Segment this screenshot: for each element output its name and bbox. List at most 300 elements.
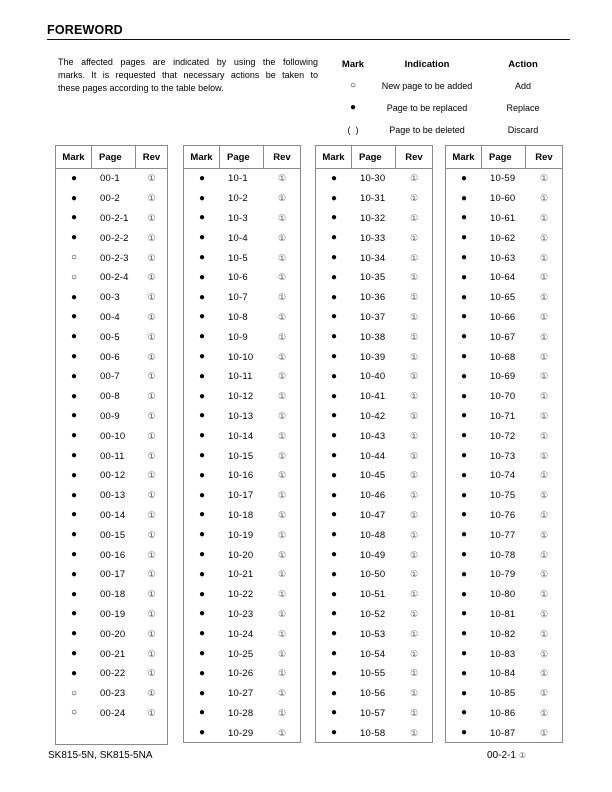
- rev-cell: ①: [539, 272, 549, 283]
- page-cell: 10-16: [228, 470, 254, 482]
- mark-cell: ●: [70, 291, 78, 303]
- page-cell: 10-47: [360, 509, 386, 521]
- page-cell: 00-23: [100, 688, 126, 700]
- mark-cell: ●: [460, 588, 468, 600]
- page-cell: 10-33: [360, 232, 386, 244]
- mark-cell: ●: [198, 628, 206, 640]
- page-cell: 10-11: [228, 371, 253, 383]
- mark-cell: ●: [460, 628, 468, 640]
- table-row: [56, 288, 167, 308]
- page-cell: 10-79: [490, 569, 516, 581]
- page-cell: 10-38: [360, 331, 386, 343]
- mark-cell: ●: [330, 192, 338, 204]
- rev-cell: ①: [147, 410, 156, 421]
- table-row: [184, 327, 300, 347]
- column-header-rev: Rev: [142, 151, 161, 163]
- mark-cell: ●: [330, 588, 338, 600]
- rev-cell: ①: [147, 490, 156, 501]
- mark-cell: ●: [330, 549, 338, 561]
- rev-cell: ①: [409, 648, 419, 659]
- page-cell: 10-61: [490, 212, 516, 224]
- rev-cell: ①: [409, 351, 419, 362]
- table-row: [316, 169, 432, 189]
- rev-cell: ①: [147, 212, 156, 223]
- table-row: [446, 288, 562, 308]
- rev-cell: ①: [147, 549, 156, 560]
- rev-cell: ①: [147, 470, 156, 481]
- rev-cell: ①: [147, 391, 156, 402]
- mark-cell: ●: [198, 667, 206, 679]
- rev-cell: ①: [539, 252, 549, 263]
- table-row: [56, 545, 167, 565]
- page-cell: 10-53: [360, 628, 386, 640]
- page-cell: 00-9: [100, 410, 120, 422]
- page-cell: 10-6: [228, 272, 248, 284]
- title-rule: [47, 24, 570, 40]
- page-cell: 10-44: [360, 450, 386, 462]
- page-cell: 00-7: [100, 371, 120, 383]
- mark-cell: ●: [70, 192, 78, 204]
- table-row: [446, 525, 562, 545]
- rev-cell: ①: [539, 430, 549, 441]
- page-cell: 10-31: [360, 193, 386, 205]
- page-cell: 10-25: [228, 648, 254, 660]
- table-row: [184, 446, 300, 466]
- mark-cell: ●: [70, 232, 78, 244]
- mark-cell: ●: [460, 390, 468, 402]
- page-cell: 10-23: [228, 608, 254, 620]
- column-header-page: Page: [482, 146, 526, 168]
- mark-cell: ●: [198, 252, 206, 264]
- table-row: [56, 684, 167, 704]
- page-cell: 10-20: [228, 549, 254, 561]
- rev-cell: ①: [409, 569, 419, 580]
- rev-cell: ①: [147, 707, 156, 718]
- table-row: [316, 248, 432, 268]
- page-cell: 00-24: [100, 707, 126, 719]
- page-cell: 10-40: [360, 371, 386, 383]
- table-row: [184, 268, 300, 288]
- rev-cell: ①: [539, 490, 549, 501]
- page-cell: 10-58: [360, 727, 386, 739]
- rev-cell: ①: [277, 252, 287, 263]
- page-cell: 00-21: [100, 648, 126, 660]
- page-cell: 10-5: [228, 252, 248, 264]
- table-row: [56, 209, 167, 229]
- mark-cell: ●: [198, 311, 206, 323]
- page-cell: 00-6: [100, 351, 120, 363]
- table-row: [316, 605, 432, 625]
- table-row: [316, 347, 432, 367]
- page-cell: 10-73: [490, 450, 516, 462]
- table-row: [316, 525, 432, 545]
- table-row: [446, 704, 562, 724]
- rev-cell: ①: [147, 509, 156, 520]
- page-cell: 10-85: [490, 688, 516, 700]
- table-row: [316, 565, 432, 585]
- rev-cell: ①: [147, 331, 156, 342]
- mark-cell: ●: [460, 727, 468, 739]
- table-row: [184, 723, 300, 743]
- page-cell: 10-17: [228, 490, 254, 502]
- mark-cell: ●: [70, 430, 78, 442]
- rev-cell: ①: [409, 212, 419, 223]
- rev-cell: ①: [277, 212, 287, 223]
- mark-cell: ●: [70, 509, 78, 521]
- rev-cell: ①: [277, 549, 287, 560]
- intro-line: marks. It is requested that necessary actions be taken to: [58, 70, 318, 80]
- table-row: [56, 664, 167, 684]
- table-row: [316, 466, 432, 486]
- rev-cell: ①: [277, 490, 287, 501]
- revision-table: [315, 145, 433, 743]
- mark-cell: ●: [198, 568, 206, 580]
- page-cell: 10-55: [360, 668, 386, 680]
- mark-cell: ●: [330, 628, 338, 640]
- table-row: [184, 624, 300, 644]
- table-row: [316, 228, 432, 248]
- rev-cell: ①: [539, 569, 549, 580]
- table-row: [184, 367, 300, 387]
- intro-line: these pages according to the table below.: [58, 83, 224, 93]
- mark-cell: ●: [70, 549, 78, 561]
- rev-cell: ①: [277, 371, 287, 382]
- mark-cell: ●: [70, 450, 78, 462]
- rev-cell: ①: [539, 648, 549, 659]
- footer-page-number: [487, 750, 526, 761]
- table-row: [446, 367, 562, 387]
- mark-cell: ●: [460, 410, 468, 422]
- mark-cell: ○: [70, 687, 78, 699]
- mark-cell: ●: [330, 608, 338, 620]
- rev-cell: ①: [409, 628, 419, 639]
- page-cell: 10-70: [490, 391, 516, 403]
- rev-cell: ①: [409, 589, 419, 600]
- page-cell: 00-2-3: [100, 252, 129, 264]
- mark-cell: ●: [70, 529, 78, 541]
- mark-cell: ●: [460, 509, 468, 521]
- rev-cell: ①: [277, 648, 287, 659]
- page-cell: 10-60: [490, 193, 516, 205]
- mark-cell: ●: [198, 549, 206, 561]
- table-header-row: [446, 146, 562, 169]
- mark-cell: ●: [70, 172, 78, 184]
- page-cell: 00-2-4: [100, 272, 129, 284]
- mark-cell: ●: [330, 489, 338, 501]
- table-row: [184, 189, 300, 209]
- mark-cell: ●: [330, 390, 338, 402]
- rev-cell: ①: [539, 351, 549, 362]
- table-row: [316, 486, 432, 506]
- table-row: [184, 506, 300, 526]
- mark-cell: ●: [70, 489, 78, 501]
- rev-cell: ①: [409, 668, 419, 679]
- page-cell: 00-3: [100, 292, 120, 304]
- table-row: [184, 466, 300, 486]
- column-header-rev: Rev: [535, 151, 553, 163]
- rev-cell: ①: [277, 688, 287, 699]
- rev-cell: ①: [277, 331, 287, 342]
- rev-cell: ①: [147, 371, 156, 382]
- table-row: [316, 704, 432, 724]
- rev-cell: ①: [409, 509, 419, 520]
- page-cell: 10-42: [360, 410, 386, 422]
- table-row: [56, 565, 167, 585]
- mark-cell: ●: [460, 529, 468, 541]
- page-cell: 10-67: [490, 331, 516, 343]
- table-row: [184, 644, 300, 664]
- rev-cell: ①: [277, 351, 287, 362]
- rev-cell: ①: [539, 589, 549, 600]
- table-header-row: [56, 146, 167, 169]
- mark-cell: ●: [460, 291, 468, 303]
- rev-cell: ①: [147, 292, 156, 303]
- rev-cell: ①: [277, 232, 287, 243]
- mark-cell: ●: [460, 450, 468, 462]
- mark-cell: ●: [198, 529, 206, 541]
- legend-table: [332, 53, 566, 141]
- page-cell: 10-36: [360, 292, 386, 304]
- page-cell: 10-56: [360, 688, 386, 700]
- table-row: [446, 723, 562, 743]
- page-cell: 10-8: [228, 311, 248, 323]
- table-row: [184, 486, 300, 506]
- page-cell: 10-29: [228, 727, 254, 739]
- rev-cell: ①: [147, 232, 156, 243]
- rev-cell: ①: [409, 549, 419, 560]
- mark-cell: ●: [330, 529, 338, 541]
- mark-cell: ●: [330, 687, 338, 699]
- table-row: [316, 644, 432, 664]
- rev-cell: ①: [147, 252, 156, 263]
- mark-cell: ●: [198, 370, 206, 382]
- table-row: [446, 209, 562, 229]
- rev-cell: ①: [147, 529, 156, 540]
- rev-cell: ①: [409, 529, 419, 540]
- mark-cell: ●: [330, 707, 338, 719]
- mark-cell: ●: [198, 172, 206, 184]
- page-cell: 10-81: [490, 608, 516, 620]
- table-row: [446, 248, 562, 268]
- table-row: [184, 347, 300, 367]
- table-row: [56, 506, 167, 526]
- column-header-mark: Mark: [184, 146, 220, 168]
- table-row: [56, 189, 167, 209]
- mark-cell: ●: [70, 212, 78, 224]
- table-row: [446, 169, 562, 189]
- rev-cell: ①: [409, 470, 419, 481]
- mark-cell: ●: [198, 351, 206, 363]
- page-cell: 10-19: [228, 529, 254, 541]
- page-cell: 10-82: [490, 628, 516, 640]
- page-cell: 10-66: [490, 311, 516, 323]
- rev-cell: ①: [277, 430, 287, 441]
- page-cell: 00-14: [100, 509, 126, 521]
- table-row: [446, 387, 562, 407]
- page-cell: 10-37: [360, 311, 386, 323]
- table-row: [316, 327, 432, 347]
- table-row: [446, 308, 562, 328]
- column-header-page: Page: [220, 146, 264, 168]
- table-row: [446, 268, 562, 288]
- rev-cell: ①: [277, 292, 287, 303]
- page-cell: 00-8: [100, 391, 120, 403]
- mark-cell: ●: [460, 172, 468, 184]
- mark-cell: ●: [330, 648, 338, 660]
- mark-cell: ●: [460, 667, 468, 679]
- rev-cell: ①: [409, 410, 419, 421]
- rev-cell: ①: [277, 193, 287, 204]
- table-row: [184, 228, 300, 248]
- rev-cell: ①: [277, 589, 287, 600]
- rev-cell: ①: [147, 569, 156, 580]
- table-row: [56, 347, 167, 367]
- delete-mark-icon: ( ): [347, 125, 359, 135]
- mark-cell: ●: [198, 687, 206, 699]
- table-row: [316, 209, 432, 229]
- mark-cell: ●: [330, 291, 338, 303]
- rev-cell: ①: [409, 193, 419, 204]
- page-cell: 10-43: [360, 430, 386, 442]
- table-row: [446, 664, 562, 684]
- mark-cell: ●: [70, 667, 78, 679]
- rev-cell: ①: [147, 430, 156, 441]
- table-row: [56, 644, 167, 664]
- legend-action: Add: [514, 81, 531, 91]
- rev-cell: ①: [539, 292, 549, 303]
- footer-page-label: 00-2-1: [487, 750, 516, 761]
- mark-cell: ●: [198, 509, 206, 521]
- mark-cell: ●: [330, 232, 338, 244]
- rev-cell: ①: [277, 727, 287, 738]
- rev-cell: ①: [539, 688, 549, 699]
- rev-cell: ①: [277, 509, 287, 520]
- rev-cell: ①: [409, 173, 419, 184]
- rev-cell: ①: [409, 430, 419, 441]
- table-row: [56, 426, 167, 446]
- table-row: [184, 565, 300, 585]
- table-row: [316, 545, 432, 565]
- mark-cell: ●: [198, 727, 206, 739]
- table-row: [446, 644, 562, 664]
- rev-cell: ①: [539, 391, 549, 402]
- page-cell: 10-30: [360, 173, 386, 185]
- mark-cell: ●: [198, 271, 206, 283]
- rev-cell: ①: [539, 529, 549, 540]
- mark-cell: ●: [330, 568, 338, 580]
- mark-cell: ●: [460, 687, 468, 699]
- column-header-mark: Mark: [56, 146, 92, 168]
- revision-table: [445, 145, 563, 743]
- table-row: [56, 387, 167, 407]
- rev-cell: ①: [409, 608, 419, 619]
- column-header-page: Page: [352, 146, 396, 168]
- rev-cell: ①: [409, 490, 419, 501]
- mark-cell: ●: [460, 469, 468, 481]
- mark-cell: ●: [198, 430, 206, 442]
- mark-cell: ●: [460, 311, 468, 323]
- mark-cell: ●: [70, 351, 78, 363]
- mark-cell: ●: [330, 172, 338, 184]
- page-cell: 10-22: [228, 589, 254, 601]
- mark-cell: ●: [198, 648, 206, 660]
- mark-cell: ●: [460, 489, 468, 501]
- mark-cell: ●: [460, 351, 468, 363]
- mark-cell: ●: [460, 707, 468, 719]
- page-cell: 00-16: [100, 549, 126, 561]
- rev-cell: ①: [409, 232, 419, 243]
- legend-action: Replace: [506, 103, 540, 113]
- table-row: [56, 525, 167, 545]
- replace-mark-icon: ●: [349, 102, 357, 113]
- rev-cell: ①: [277, 173, 287, 184]
- column-header-page: Page: [92, 146, 136, 168]
- table-row: [316, 407, 432, 427]
- page-cell: 10-51: [360, 589, 386, 601]
- page-cell: 10-1: [228, 173, 248, 185]
- table-row: [56, 446, 167, 466]
- table-row: [56, 228, 167, 248]
- rev-cell: ①: [277, 569, 287, 580]
- revision-table: [183, 145, 301, 743]
- page-cell: 10-46: [360, 490, 386, 502]
- page-cell: 10-9: [228, 331, 248, 343]
- page-cell: 10-59: [490, 173, 516, 185]
- mark-cell: ●: [198, 489, 206, 501]
- page-title: FOREWORD: [47, 23, 123, 37]
- footer-rev-icon: ①: [518, 751, 527, 760]
- table-row: [56, 407, 167, 427]
- rev-cell: ①: [147, 608, 156, 619]
- table-header-row: [184, 146, 300, 169]
- legend-header-mark: Mark: [341, 58, 365, 70]
- page-cell: 10-2: [228, 193, 248, 205]
- table-row: [316, 308, 432, 328]
- rev-cell: ①: [147, 668, 156, 679]
- table-row: [56, 248, 167, 268]
- page-cell: 10-78: [490, 549, 516, 561]
- table-row: [184, 209, 300, 229]
- mark-cell: ●: [330, 430, 338, 442]
- rev-cell: ①: [539, 509, 549, 520]
- rev-cell: ①: [539, 668, 549, 679]
- rev-cell: ①: [277, 470, 287, 481]
- table-row: [446, 624, 562, 644]
- page-cell: 10-41: [360, 391, 386, 403]
- page-cell: 10-28: [228, 707, 254, 719]
- page-cell: 10-63: [490, 252, 516, 264]
- page-cell: 10-7: [228, 292, 248, 304]
- page-cell: 10-4: [228, 232, 248, 244]
- mark-cell: ●: [330, 509, 338, 521]
- rev-cell: ①: [409, 311, 419, 322]
- mark-cell: ●: [330, 212, 338, 224]
- table-row: [446, 228, 562, 248]
- page-cell: 10-32: [360, 212, 386, 224]
- mark-cell: ○: [70, 271, 78, 283]
- rev-cell: ①: [277, 311, 287, 322]
- column-header-mark: Mark: [316, 146, 352, 168]
- table-body: [446, 169, 562, 743]
- rev-cell: ①: [147, 628, 156, 639]
- page-cell: 00-11: [100, 450, 125, 462]
- page-cell: 10-18: [228, 509, 254, 521]
- table-row: [316, 446, 432, 466]
- mark-cell: ●: [460, 192, 468, 204]
- rev-cell: ①: [409, 252, 419, 263]
- rev-cell: ①: [147, 688, 156, 699]
- rev-cell: ①: [277, 707, 287, 718]
